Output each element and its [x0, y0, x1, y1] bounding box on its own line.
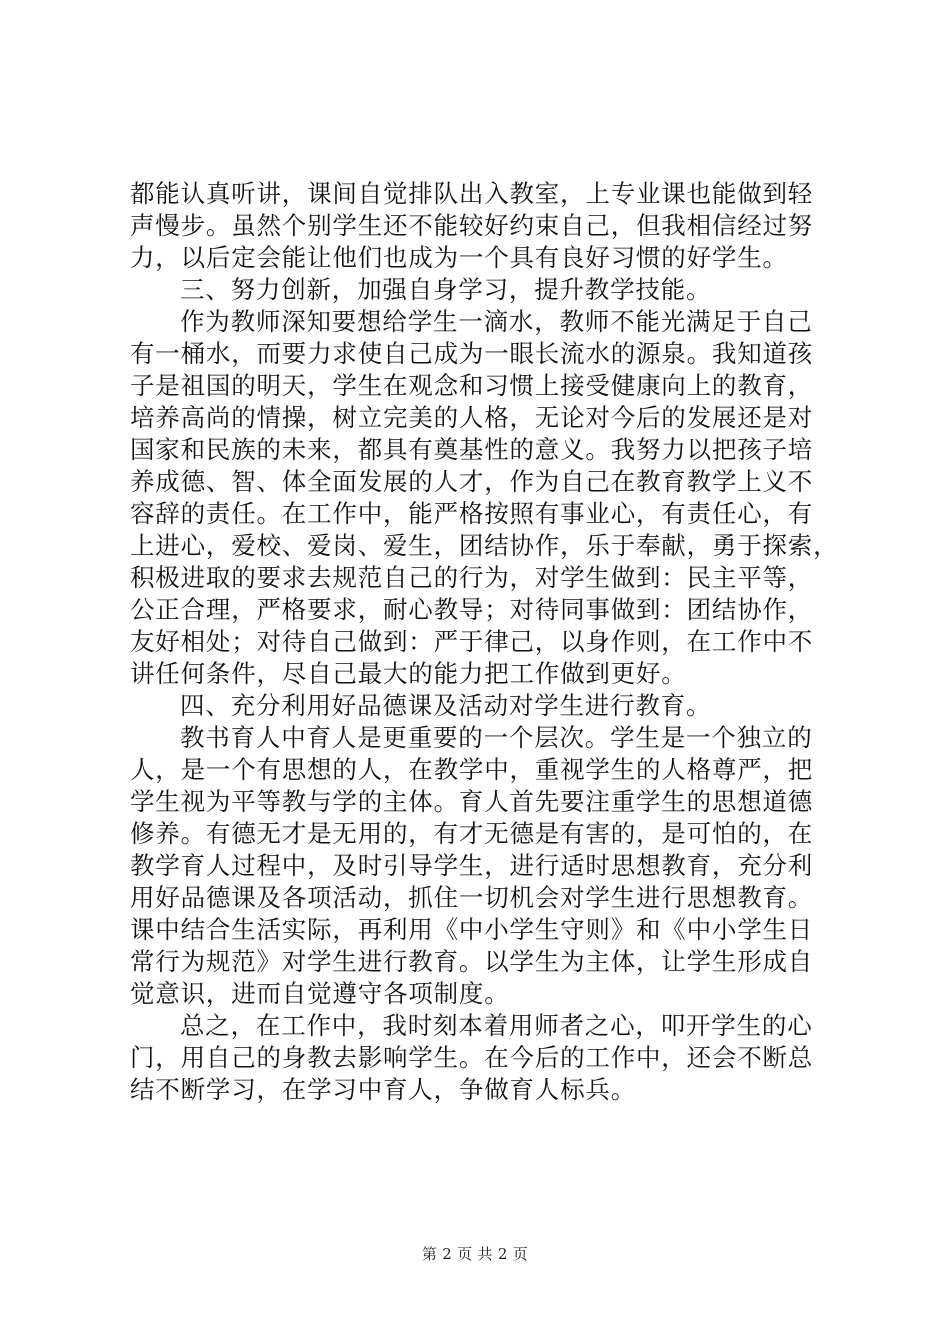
- text-line: 觉意识，进而自觉遵守各项制度。: [130, 979, 510, 1008]
- text-line: 容辞的责任。在工作中，能严格按照有事业心，有责任心，有: [130, 499, 814, 528]
- text-line: 力，以后定会能让他们也成为一个具有良好习惯的好学生。: [130, 243, 788, 272]
- text-line: 常行为规范》对学生进行教育。以学生为主体，让学生形成自: [130, 947, 814, 976]
- page-number-footer: 第 2 页 共 2 页: [421, 1245, 529, 1263]
- text-line: 培养高尚的情操，树立完美的人格，无论对今后的发展还是对: [130, 403, 814, 432]
- text-line: 结不断学习，在学习中育人，争做育人标兵。: [130, 1075, 636, 1104]
- text-line: 子是祖国的明天，学生在观念和习惯上接受健康向上的教育，: [130, 371, 814, 400]
- text-line: 人，是一个有思想的人，在教学中，重视学生的人格尊严，把: [130, 755, 814, 784]
- text-line: 讲任何条件，尽自己最大的能力把工作做到更好。: [130, 659, 687, 688]
- text-line: 养成德、智、体全面发展的人才，作为自己在教育教学上义不: [130, 467, 814, 496]
- text-line: 学生视为平等教与学的主体。育人首先要注重学生的思想道德: [130, 787, 814, 816]
- text-line: 用好品德课及各项活动，抓住一切机会对学生进行思想教育。: [130, 883, 814, 912]
- section-heading: 四、充分利用好品德课及活动对学生进行教育。: [180, 691, 712, 720]
- text-line: 公正合理，严格要求，耐心教导；对待同事做到：团结协作，: [130, 595, 814, 624]
- text-line: 总之，在工作中，我时刻本着用师者之心，叩开学生的心: [180, 1011, 813, 1040]
- text-line: 有一桶水，而要力求使自己成为一眼长流水的源泉。我知道孩: [130, 339, 814, 368]
- text-line: 作为教师深知要想给学生一滴水，教师不能光满足于自己: [180, 307, 813, 336]
- text-line: 声慢步。虽然个别学生还不能较好约束自己，但我相信经过努: [130, 211, 814, 240]
- section-heading: 三、努力创新，加强自身学习，提升教学技能。: [180, 275, 712, 304]
- text-line: 修养。有德无才是无用的，有才无德是有害的，是可怕的，在: [130, 819, 814, 848]
- text-line: 门，用自己的身教去影响学生。在今后的工作中，还会不断总: [130, 1043, 814, 1072]
- text-line: 上进心，爱校、爱岗、爱生，团结协作，乐于奉献，勇于探索，: [130, 531, 839, 560]
- text-line: 友好相处；对待自己做到：严于律己，以身作则，在工作中不: [130, 627, 814, 656]
- text-line: 都能认真听讲，课间自觉排队出入教室，上专业课也能做到轻: [130, 179, 814, 208]
- text-line: 教书育人中育人是更重要的一个层次。学生是一个独立的: [180, 723, 813, 752]
- text-line: 教学育人过程中，及时引导学生，进行适时思想教育，充分利: [130, 851, 814, 880]
- text-line: 积极进取的要求去规范自己的行为，对学生做到：民主平等，: [130, 563, 814, 592]
- text-line: 课中结合生活实际，再利用《中小学生守则》和《中小学生日: [130, 915, 814, 944]
- text-line: 国家和民族的未来，都具有奠基性的意义。我努力以把孩子培: [130, 435, 814, 464]
